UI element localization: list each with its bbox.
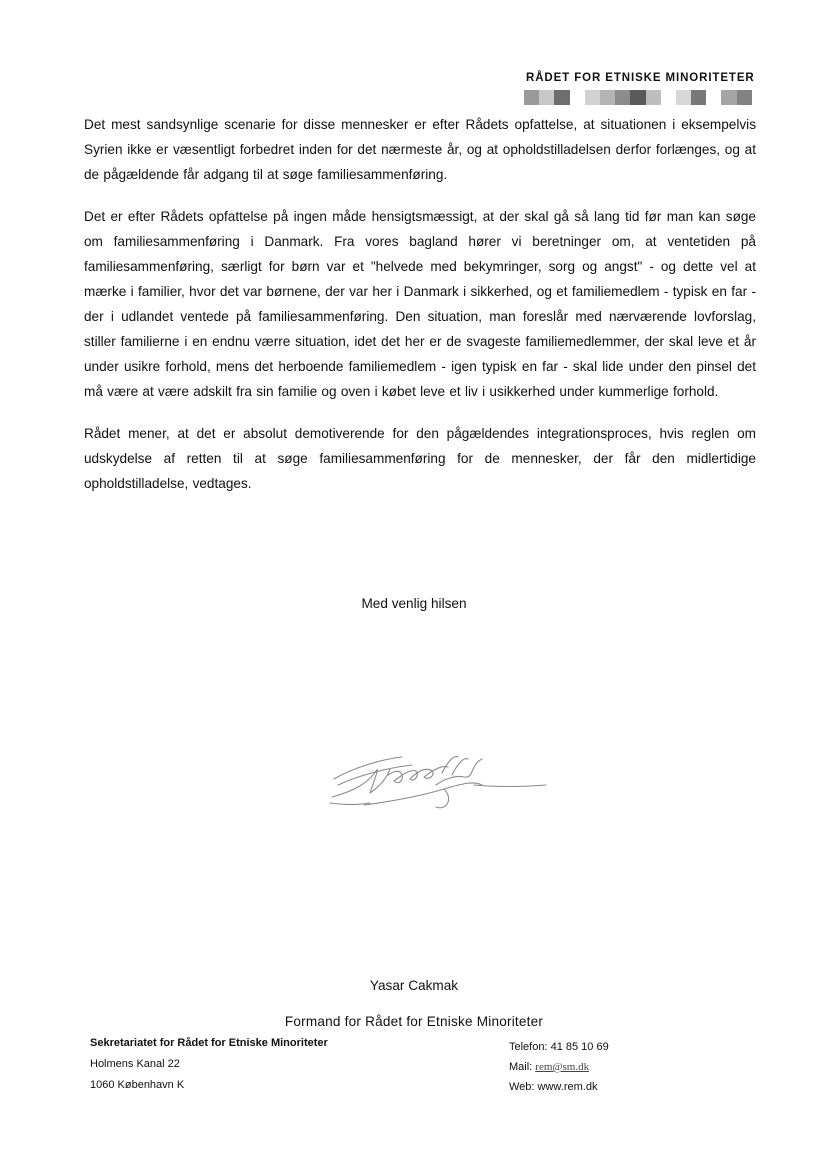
footer-street: Holmens Kanal 22 bbox=[90, 1058, 180, 1070]
letterhead-color-bar bbox=[524, 90, 752, 105]
letterhead-bar-segment bbox=[539, 90, 554, 105]
footer-organization: Sekretariatet for Rådet for Etniske Minoriteter bbox=[90, 1037, 328, 1049]
handwritten-signature bbox=[324, 745, 554, 825]
letterhead-title: RÅDET FOR ETNISKE MINORITETER bbox=[526, 72, 755, 84]
letterhead-bar-segment bbox=[524, 90, 539, 105]
letterhead-bar-segment bbox=[691, 90, 706, 105]
letterhead-bar-segment bbox=[585, 90, 600, 105]
web-label: Web: bbox=[509, 1081, 535, 1093]
phone-label: Telefon: bbox=[509, 1041, 548, 1053]
phone-value: 41 85 10 69 bbox=[550, 1041, 609, 1053]
letterhead-bar-segment bbox=[615, 90, 630, 105]
letterhead-bar-segment bbox=[646, 90, 661, 105]
letterhead-bar-segment bbox=[570, 90, 585, 105]
body-paragraph-3: Rådet mener, at det er absolut demotiverende for den pågældendes integrationsproces, hvis reglen om udskydelse af retten til at søge familiesammenføring for de mennesker, der får den midlertidige opholdstilladelse, vedtages. bbox=[84, 426, 756, 491]
mail-label: Mail: bbox=[509, 1061, 533, 1073]
closing-greeting: Med venlig hilsen bbox=[361, 596, 467, 611]
body-paragraph-2: Det er efter Rådets opfattelse på ingen måde hensigtsmæssigt, at der skal gå så lang tid før man kan søge om familiesammenføring i Danmark. Fra vores bagland hører vi beretninger om, at ventetiden på familiesammenføring, særligt for børn var et "helvede med bekymringer, sorg og angst" - og dette vel at mærke i familier, hvor det var børnene, der var her i Danmark i sikkerhed, og et familiemedlem - typisk en far - der i udlandet ventede på familiesammenføring. Den situation, man foreslår med nærværende lovforslag, stiller familierne i en endnu værre situation, idet det her er de svageste familiemedlemmer, der skal leve et år under usikre forhold, mens det herboende familiemedlem - igen typisk en far - skal lide under den pinsel det må være at være adskilt fra sin familie og oven i købet leve et liv i usikkerhed under kummerlige forhold. bbox=[84, 209, 756, 399]
footer-city: 1060 København K bbox=[90, 1079, 185, 1091]
signer-title: Formand for Rådet for Etniske Minoriteter bbox=[284, 1014, 544, 1029]
letterhead-bar-segment bbox=[600, 90, 615, 105]
footer-web-row bbox=[509, 1081, 609, 1093]
letter-body bbox=[84, 112, 756, 513]
web-link[interactable]: www.rem.dk bbox=[537, 1081, 598, 1093]
footer-address bbox=[90, 1037, 328, 1100]
letterhead-bar-segment bbox=[706, 90, 721, 105]
letterhead-bar-segment bbox=[630, 90, 645, 105]
body-paragraph-1: Det mest sandsynlige scenarie for disse mennesker er efter Rådets opfattelse, at situationen i eksempelvis Syrien ikke er væsentligt forbedret inden for det nærmeste år, og at opholdstilladelsen derfor forlænges, og at de pågældende får adgang til at søge familiesammenføring. bbox=[84, 117, 756, 182]
footer-mail-row bbox=[509, 1061, 609, 1073]
footer-phone-row bbox=[509, 1041, 609, 1053]
letterhead-bar-segment bbox=[676, 90, 691, 105]
letterhead-bar-segment bbox=[554, 90, 569, 105]
signer-name: Yasar Cakmak bbox=[369, 978, 459, 993]
footer-contact bbox=[509, 1041, 609, 1101]
letterhead-bar-segment bbox=[721, 90, 736, 105]
letterhead-bar-segment bbox=[661, 90, 676, 105]
mail-link[interactable]: rem@sm.dk bbox=[535, 1061, 590, 1073]
letterhead-bar-segment bbox=[737, 90, 752, 105]
